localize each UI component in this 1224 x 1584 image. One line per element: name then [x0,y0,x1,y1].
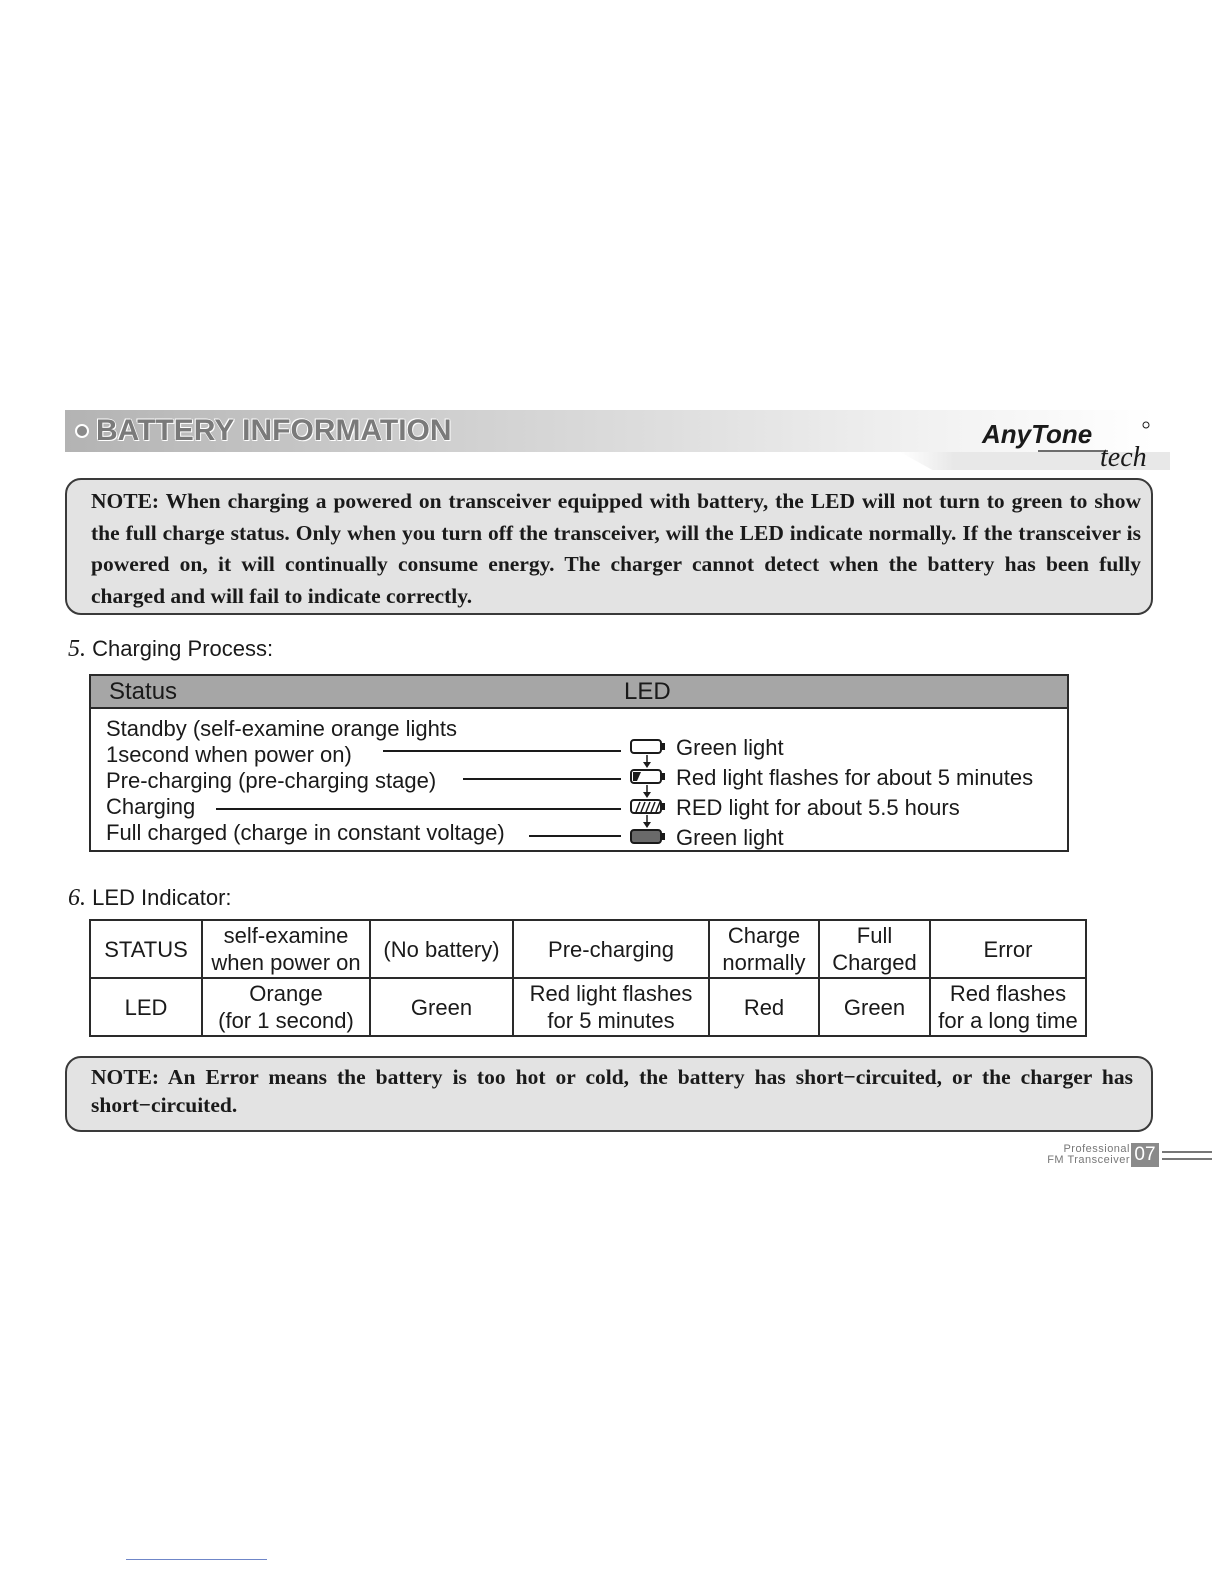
bullet-icon [75,424,89,438]
section-title-text: LED Indicator: [92,885,232,910]
section-number: 6. [68,885,86,911]
table-cell [202,978,370,1036]
table-cell [709,920,819,978]
charging-process-heading [68,636,273,663]
charging-process-table [89,674,1069,852]
status-line: Full charged (charge in constant voltage) [106,820,505,845]
battery-full-icon [631,830,665,843]
footer-line-2: FM Transceiver [1047,1154,1130,1166]
bottom-rule [126,1559,267,1560]
footer-line-1: Professional [1063,1143,1130,1155]
led-line: Red light flashes for about 5 minutes [676,765,1034,790]
svg-text:AnyTone: AnyTone [982,419,1093,449]
status-line: Charging [106,794,196,819]
footer-rule [1162,1158,1212,1160]
led-indicator-table [89,919,1087,1037]
note-text: NOTE: An Error means the battery is too hot or cold, the battery has short−circuited, or the charger has short−circuited. [91,1065,1133,1117]
note-charging-warning [65,478,1153,615]
section-title: BATTERY INFORMATION [96,414,452,447]
table-cell [513,920,709,978]
cell-text: Green [410,994,473,1020]
table-cell [90,920,202,978]
cell-text: Green [843,994,906,1020]
status-line: 1second when power on) [106,742,352,767]
table-cell [370,920,513,978]
note-text: NOTE: When charging a powered on transceiver equipped with battery, the LED will not turn to green to show the full charge status. Only when you turn off the transceiver, will the LED indicate normally. If the transceiver is powered on, it will continually consume energy. The charger cannot detect when the battery has been fully charged and will fail to indicate correctly. [91,489,1141,608]
table-cell [930,920,1086,978]
led-line: Green light [676,735,784,760]
table-cell [370,978,513,1036]
cell-text: LED [124,994,168,1020]
section-title-text: Charging Process: [92,636,274,661]
battery-low-icon [631,770,665,783]
table-cell [202,920,370,978]
table-cell [90,978,202,1036]
cell-text: self-examine when power on [211,923,361,975]
arrow-down-icon [643,785,651,798]
footer-caption [1000,1144,1130,1166]
section-number: 5. [68,636,86,662]
battery-charging-icon [631,800,665,813]
table-cell [819,978,930,1036]
note-error-definition [65,1056,1153,1132]
brand-logo [978,416,1158,472]
cell-text: Full Charged [832,923,917,975]
status-line: Pre-charging (pre-charging stage) [106,768,437,793]
led-line: Green light [676,825,784,850]
cell-text: (No battery) [383,936,500,962]
cell-text: Orange (for 1 second) [218,981,354,1033]
led-indicator-heading [68,885,232,912]
cell-text: Red light flashes for 5 minutes [529,981,693,1033]
table-cell [513,978,709,1036]
status-column-header: Status [109,678,178,705]
status-line: Standby (self-examine orange lights [106,716,457,741]
svg-text:tech: tech [1100,442,1147,472]
table-cell [819,920,930,978]
table-row [90,978,1086,1036]
cell-text: Error [983,936,1033,962]
led-line: RED light for about 5.5 hours [676,795,960,820]
cell-text: Red flashes for a long time [938,981,1078,1033]
cell-text: STATUS [104,936,188,962]
cell-text: Red [743,994,785,1020]
cell-text: Pre-charging [548,936,674,962]
table-cell [709,978,819,1036]
table-cell [930,978,1086,1036]
arrow-down-icon [643,755,651,768]
battery-empty-icon [631,740,665,753]
led-column-header: LED [624,678,671,705]
arrow-down-icon [643,815,651,828]
cell-text: Charge normally [722,923,806,975]
page-number: 07 [1131,1143,1159,1167]
table-row [90,920,1086,978]
footer-rule [1162,1151,1212,1153]
